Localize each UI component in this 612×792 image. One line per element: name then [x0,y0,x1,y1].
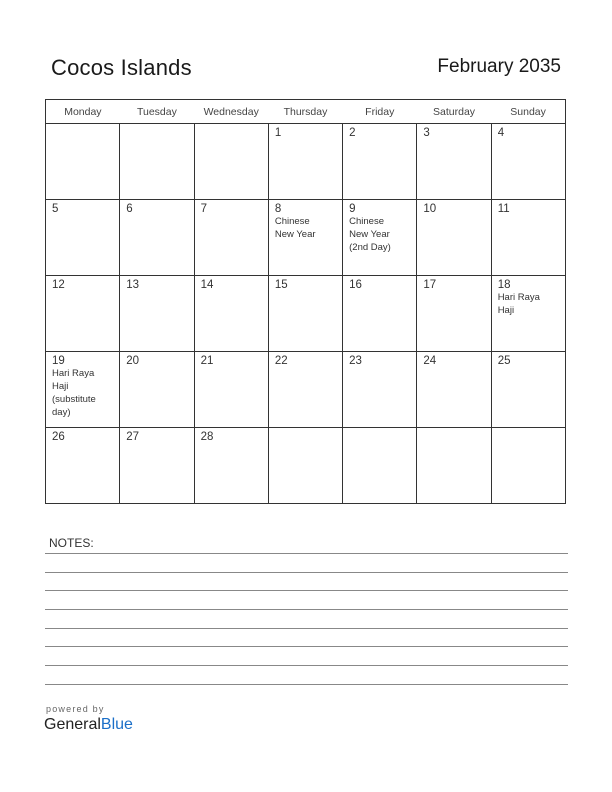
note-line [45,553,568,554]
week-row [46,124,566,200]
week-row [46,352,566,428]
day-cell [268,276,342,352]
weekday-header: Tuesday [120,100,194,124]
weekday-header: Wednesday [194,100,268,124]
day-cell [120,200,194,276]
weekday-header: Saturday [417,100,491,124]
day-cell [491,124,565,200]
day-number: 7 [200,203,207,215]
day-number: 16 [349,279,362,291]
holiday-label: Chinese [349,216,384,227]
generalblue-logo [44,716,133,734]
day-number: 18 [497,279,511,291]
calendar-grid [45,99,566,504]
day-number: 17 [423,279,437,291]
holiday-label: New Year [349,229,390,240]
note-line [45,628,568,629]
note-line [45,684,568,685]
day-cell [491,428,565,504]
day-cell [417,200,491,276]
day-number: 25 [497,355,511,367]
day-number: 21 [200,355,214,367]
day-cell [46,428,120,504]
weekday-header: Friday [343,100,417,124]
day-number: 26 [52,431,65,443]
day-number: 22 [274,355,288,367]
day-cell [417,124,491,200]
day-cell [417,428,491,504]
day-number: 20 [126,355,140,367]
day-cell [120,124,194,200]
holiday-label: Hari Raya [497,292,540,303]
day-cell [46,124,120,200]
day-cell [46,276,120,352]
day-number: 3 [423,127,430,139]
day-cell [268,352,342,428]
day-number: 23 [349,355,362,367]
notes-label: NOTES: [49,536,94,550]
day-cell [343,200,417,276]
day-number: 19 [52,355,65,367]
holiday-label: (2nd Day) [349,242,391,253]
holiday-label: Hari Raya [52,368,95,379]
note-line [45,609,568,610]
weekday-header-row [46,100,566,124]
holiday-label: day) [52,407,71,418]
note-line [45,590,568,591]
holiday-label: Haji [497,305,515,316]
day-number: 4 [497,127,505,139]
holiday-label: Haji [52,381,69,392]
day-cell [46,352,120,428]
holiday-label: Chinese [274,216,310,227]
week-row [46,428,566,504]
day-cell [194,124,268,200]
holiday-label: (substitute [52,394,96,405]
day-number: 13 [126,279,140,291]
weekday-header: Monday [46,100,120,124]
note-line [45,646,568,647]
weekday-header: Thursday [268,100,342,124]
day-number: 5 [52,203,59,215]
calendar-country-title: Cocos Islands [51,55,192,80]
day-cell [491,200,565,276]
day-cell [491,352,565,428]
brand-general: General [44,716,101,733]
day-cell [120,352,194,428]
day-cell [120,428,194,504]
day-cell [268,200,342,276]
day-cell [194,200,268,276]
day-cell [46,200,120,276]
day-cell [194,428,268,504]
day-number: 9 [349,203,356,215]
brand-blue: Blue [100,716,133,733]
day-cell [268,428,342,504]
day-number: 14 [200,279,214,291]
day-number: 15 [274,279,288,291]
holiday-label: New Year [274,229,316,240]
week-row [46,200,566,276]
day-number: 12 [52,279,65,291]
week-row [46,276,566,352]
day-number: 24 [423,355,437,367]
note-line [45,572,568,573]
calendar-month-title: February 2035 [437,56,561,77]
day-cell [417,276,491,352]
day-number: 28 [200,431,214,443]
day-cell [417,352,491,428]
day-cell [343,428,417,504]
calendar-body [46,124,566,504]
day-number: 2 [349,127,356,139]
day-cell [268,124,342,200]
day-number: 8 [274,203,282,215]
day-cell [194,276,268,352]
day-cell [491,276,565,352]
powered-by-text: powered by [46,704,105,714]
day-cell [120,276,194,352]
day-cell [343,124,417,200]
day-cell [343,276,417,352]
day-cell [343,352,417,428]
day-number: 27 [126,431,140,443]
day-number: 10 [423,203,437,215]
note-line [45,665,568,666]
day-cell [194,352,268,428]
weekday-header: Sunday [491,100,565,124]
day-number: 1 [274,127,282,139]
day-number: 11 [497,203,510,215]
day-number: 6 [126,203,133,215]
